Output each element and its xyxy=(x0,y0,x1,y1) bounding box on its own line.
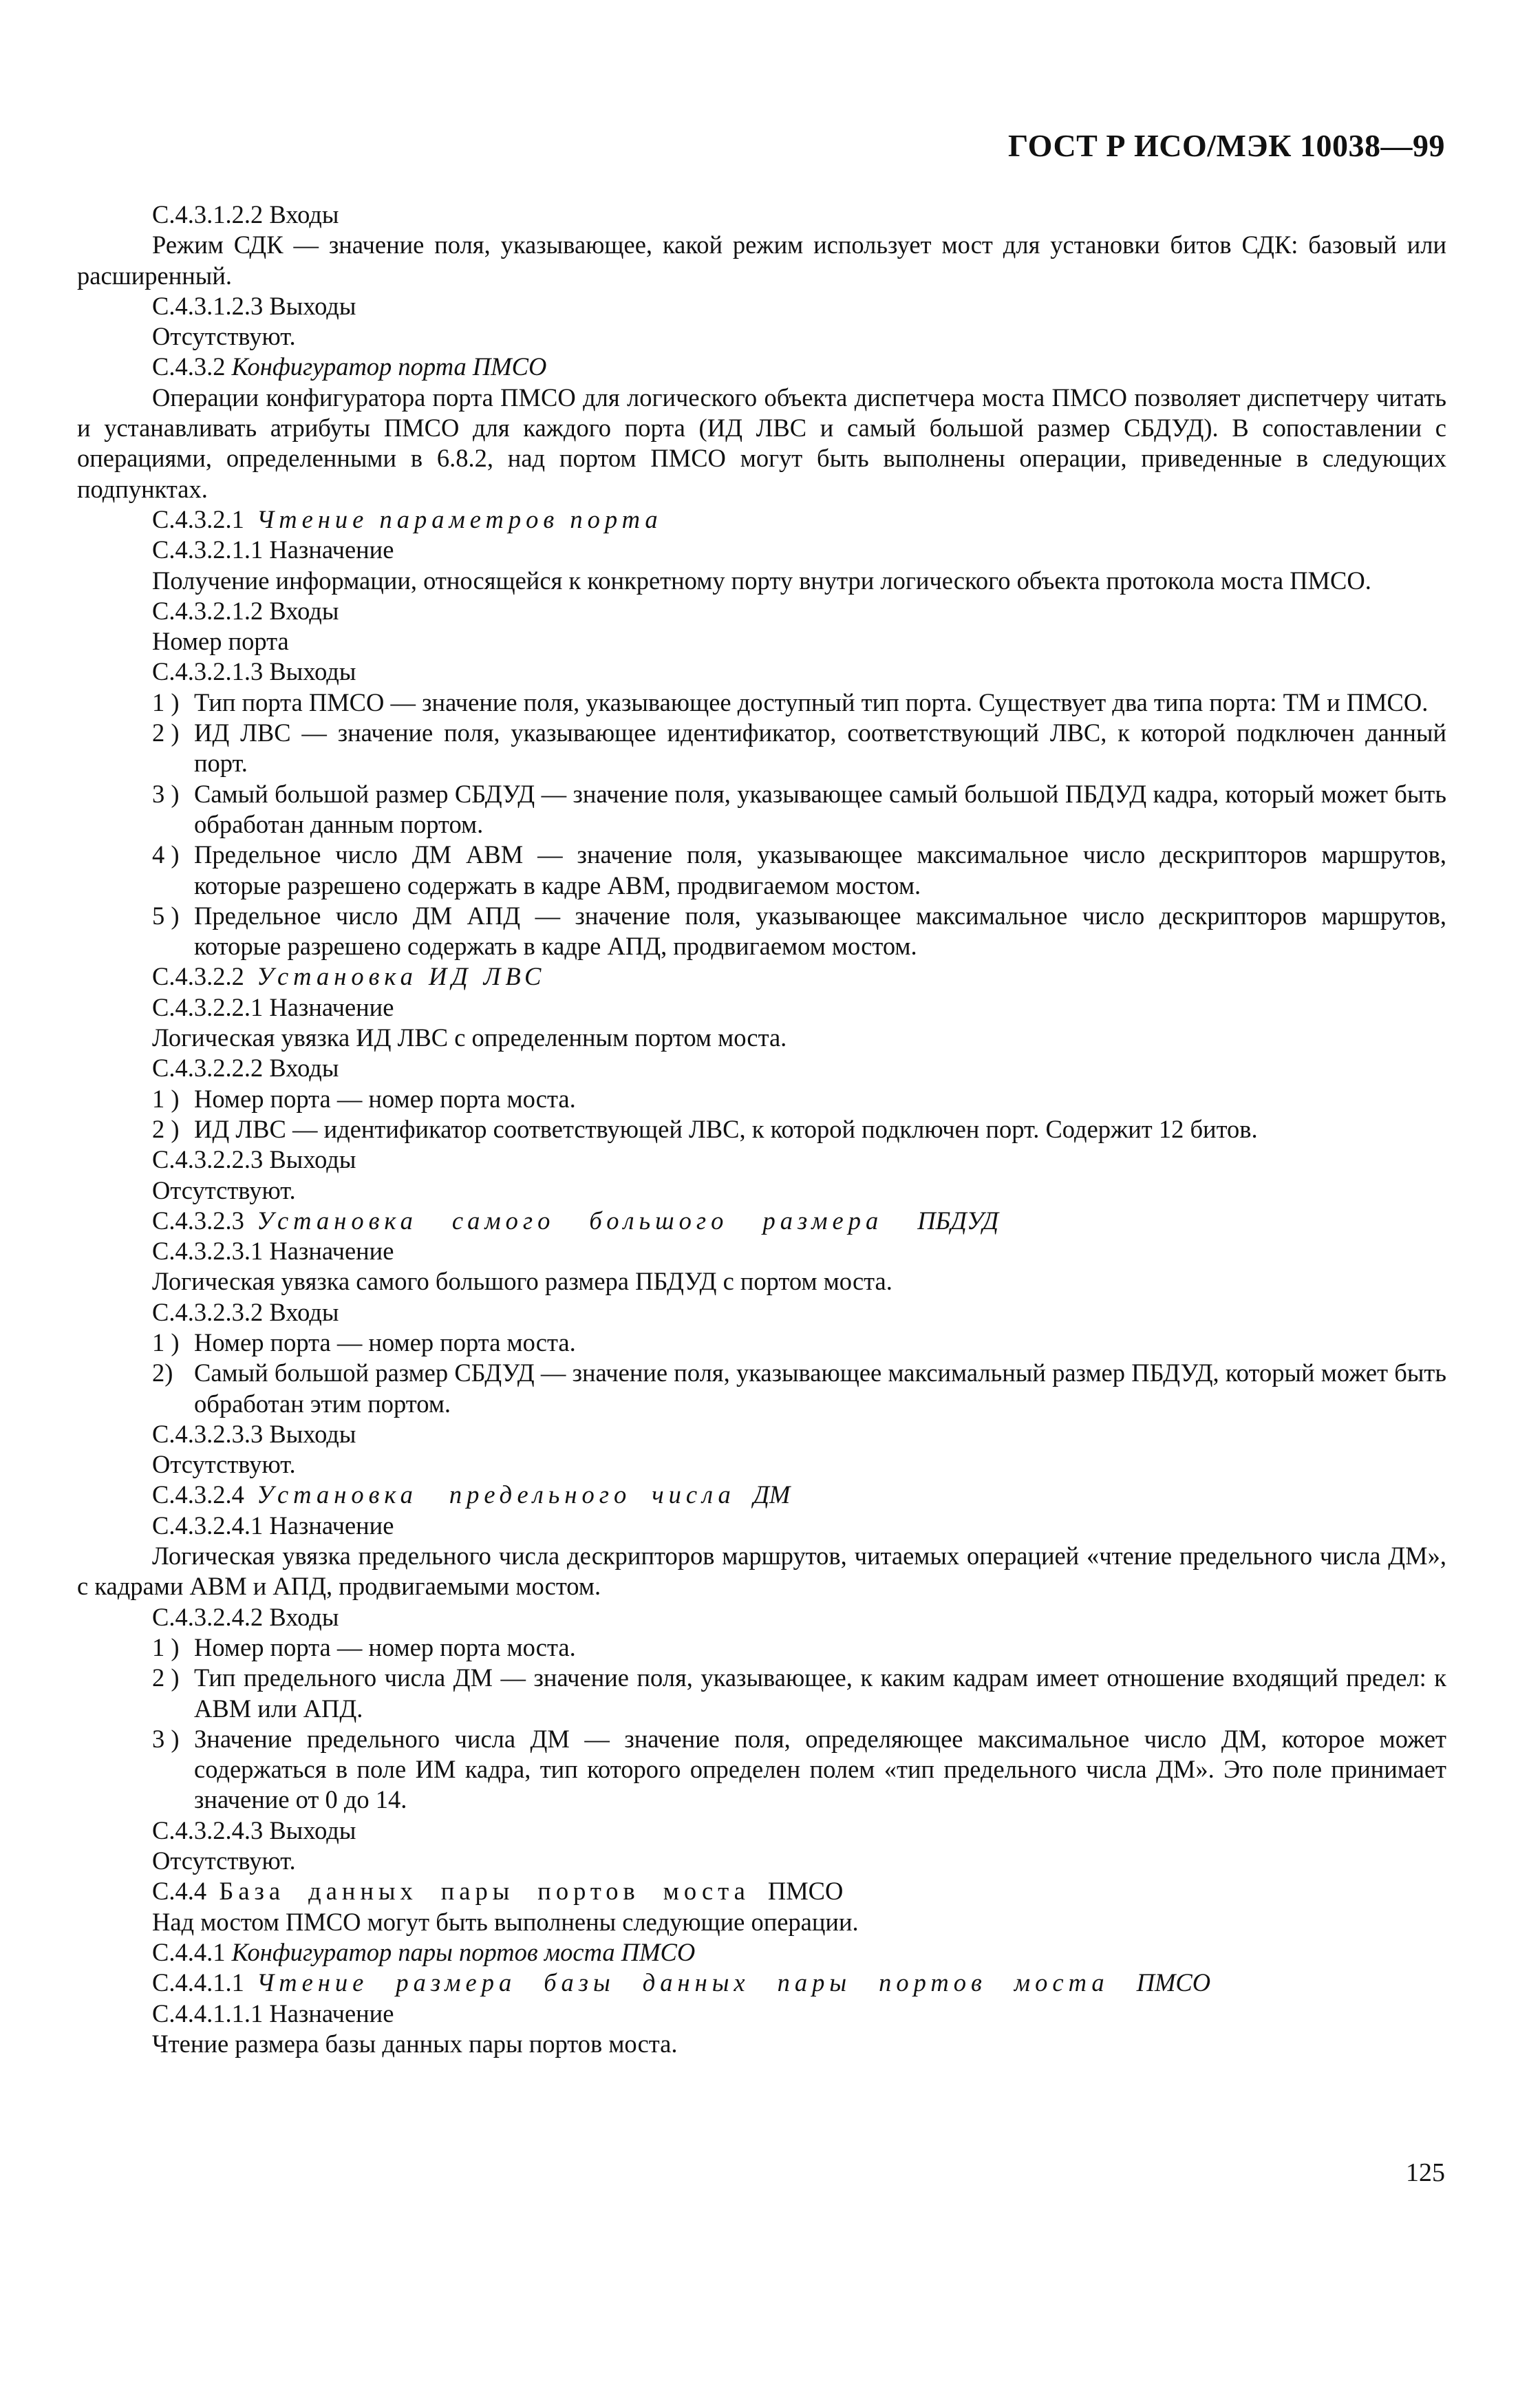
section-number: С.4.3.2.1 xyxy=(152,504,244,533)
clause-heading: С.4.3.2.3.3 Выходы xyxy=(152,1419,356,1448)
section-title-word: портов xyxy=(879,1968,987,1997)
section-title-word: большого xyxy=(589,1206,729,1235)
section-title-word: портов xyxy=(537,1877,640,1906)
section-title-word: размера xyxy=(762,1206,884,1235)
section-title-word: ПБДУД xyxy=(917,1206,999,1235)
list-text: ИД ЛВС — значение поля, указывающее идентификатор, соответствующий ЛВС, к которой подключен данный порт. xyxy=(194,719,1446,778)
paragraph: Логическая увязка предельного числа дескрипторов маршрутов, читаемых операцией «чтение предельного числа ДМ», с кадрами АВМ и АПД, продвигаемыми мостом. xyxy=(77,1542,1446,1601)
list-number: 1 ) xyxy=(152,1632,180,1661)
list-text: Значение предельного числа ДМ — значение поля, определяющее максимальное число ДМ, которое может содержаться в поле ИМ кадра, тип которого определен полем «тип предельного числа ДМ». Это поле принимает значение от 0 до 14. xyxy=(194,1724,1446,1814)
section-title-word: самого xyxy=(451,1206,555,1235)
paragraph: Чтение размера базы данных пары портов моста. xyxy=(152,2029,678,2058)
list-item xyxy=(77,1724,1446,1816)
list-item xyxy=(77,1358,1446,1419)
section-title-word: размера xyxy=(396,1968,517,1997)
paragraph: Логическая увязка самого большого размера ПБДУД с портом моста. xyxy=(152,1267,892,1296)
section-title-word: числа xyxy=(652,1480,736,1509)
list-item xyxy=(77,688,1446,718)
section-title-word: данных xyxy=(308,1877,418,1906)
section-title-word: ДМ xyxy=(753,1480,791,1509)
section-title: Конфигуратор порта ПМСО xyxy=(231,352,547,381)
list-number: 5 ) xyxy=(152,901,180,930)
list-number: 4 ) xyxy=(152,840,180,869)
list-number: 1 ) xyxy=(152,688,180,716)
list-text: Самый большой размер СБДУД — значение поля, указывающее максимальный размер ПБДУД, который может быть обработан этим портом. xyxy=(194,1359,1446,1418)
section-title: Чтение параметров порта xyxy=(257,504,663,533)
clause-heading: С.4.3.2.3.1 Назначение xyxy=(152,1237,394,1266)
document-body xyxy=(77,200,1446,2059)
list-text: Тип предельного числа ДМ — значение поля, указывающее, к каким кадрам имеет отношение входящий предел: к АВМ или АПД. xyxy=(194,1663,1446,1723)
list-item xyxy=(77,1114,1446,1145)
section-number: С.4.4.1.1 xyxy=(152,1968,244,1997)
list-text: Тип порта ПМСО — значение поля, указывающее доступный тип порта. Существует два типа порта: ТМ и ПМСО. xyxy=(194,688,1429,716)
list-item xyxy=(77,901,1446,962)
list-text: Номер порта — номер порта моста. xyxy=(194,1328,576,1356)
section-title-word: Чтение xyxy=(257,1968,369,1997)
section-number: С.4.4 xyxy=(152,1877,207,1906)
list-number: 2 ) xyxy=(152,1663,180,1692)
clause-heading: С.4.3.1.2.2 Входы xyxy=(152,200,339,228)
paragraph: Номер порта xyxy=(152,627,289,656)
list-number: 1 ) xyxy=(152,1084,180,1113)
paragraph: Над мостом ПМСО могут быть выполнены следующие операции. xyxy=(152,1907,859,1936)
list-item xyxy=(77,1328,1446,1358)
section-number: С.4.3.2.3 xyxy=(152,1206,244,1235)
section-title-word: моста xyxy=(1014,1968,1109,1997)
section-title-word: Установка xyxy=(257,1480,418,1509)
clause-heading: С.4.3.1.2.3 Выходы xyxy=(152,291,356,320)
list-text: Номер порта — номер порта моста. xyxy=(194,1632,576,1661)
list-item xyxy=(77,1663,1446,1724)
list-text: ИД ЛВС — идентификатор соответствующей ЛВС, к которой подключен порт. Содержит 12 битов. xyxy=(194,1114,1258,1143)
clause-heading: С.4.3.2.2.1 Назначение xyxy=(152,992,394,1021)
standard-header: ГОСТ Р ИСО/МЭК 10038—99 xyxy=(1008,128,1445,163)
section-title: Установка ИД ЛВС xyxy=(257,962,546,991)
section-title-word: данных xyxy=(642,1968,750,1997)
page-number: 125 xyxy=(1406,2158,1445,2187)
section-title-word: базы xyxy=(544,1968,615,1997)
section-number: С.4.3.2.2 xyxy=(152,962,244,991)
section-number: С.4.3.2 xyxy=(152,352,226,381)
section-title-word: предельного xyxy=(449,1480,632,1509)
paragraph: Отсутствуют. xyxy=(152,1175,296,1204)
clause-heading: С.4.3.2.3.2 Входы xyxy=(152,1297,339,1326)
clause-heading: С.4.3.2.2.2 Входы xyxy=(152,1054,339,1083)
clause-heading: С.4.3.2.1.2 Входы xyxy=(152,596,339,625)
paragraph: Отсутствуют. xyxy=(152,1846,296,1875)
paragraph: Режим СДК — значение поля, указывающее, какой режим использует мост для установки битов СДК: базовый или расширенный. xyxy=(77,231,1446,290)
list-item xyxy=(77,840,1446,901)
section-title-word: ПМСО xyxy=(767,1877,844,1906)
section-heading xyxy=(77,961,1446,992)
list-number: 2 ) xyxy=(152,1114,180,1143)
list-number: 2 ) xyxy=(152,719,180,747)
section-heading xyxy=(77,1480,1446,1510)
list-text: Предельное число ДМ АВМ — значение поля, указывающее максимальное число дескрипторов маршрутов, которые разрешено содержать в кадре АВМ, продвигаемом мостом. xyxy=(194,840,1446,900)
list-number: 2) xyxy=(152,1359,173,1387)
section-title-word: пары xyxy=(440,1877,515,1906)
section-number: С.4.4.1 xyxy=(152,1937,226,1966)
list-text: Предельное число ДМ АПД — значение поля, указывающее максимальное число дескрипторов маршрутов, которые разрешено содержать в кадре АПД, продвигаемом мостом. xyxy=(194,901,1446,961)
section-number: С.4.3.2.4 xyxy=(152,1480,244,1509)
list-number: 3 ) xyxy=(152,779,180,808)
clause-heading: С.4.3.2.4.3 Выходы xyxy=(152,1816,356,1844)
section-title-word: ПМСО xyxy=(1136,1968,1211,1997)
section-title-word: База xyxy=(219,1877,286,1906)
section-title: Конфигуратор пары портов моста ПМСО xyxy=(231,1937,696,1966)
list-item xyxy=(77,779,1446,840)
section-title-word: пары xyxy=(777,1968,852,1997)
clause-heading: С.4.3.2.2.3 Выходы xyxy=(152,1145,356,1174)
clause-heading: С.4.3.2.4.1 Назначение xyxy=(152,1511,394,1540)
list-number: 3 ) xyxy=(152,1724,180,1753)
paragraph: Логическая увязка ИД ЛВС с определенным портом моста. xyxy=(152,1023,787,1052)
paragraph: Получение информации, относящейся к конкретному порту внутри логического объекта протокола моста ПМСО. xyxy=(152,566,1371,595)
list-item xyxy=(77,1632,1446,1663)
section-heading xyxy=(77,1876,1446,1906)
section-heading xyxy=(77,1937,1446,1968)
paragraph: Операции конфигуратора порта ПМСО для логического объекта диспетчера моста ПМСО позволяет диспетчеру читать и устанавливать атрибуты ПМСО для каждого порта (ИД ЛВС и самый большой размер СБДУД). В сопоставлении с операциями, определенными в 6.8.2, над портом ПМСО могут быть выполнены операции, приведенные в следующих подпунктах. xyxy=(77,383,1446,503)
list-number: 1 ) xyxy=(152,1328,180,1356)
list-item xyxy=(77,718,1446,779)
clause-heading: С.4.4.1.1.1 Назначение xyxy=(152,1999,394,2028)
paragraph: Отсутствуют. xyxy=(152,1450,296,1479)
section-heading xyxy=(77,504,1446,535)
list-text: Самый большой размер СБДУД — значение поля, указывающее самый большой ПБДУД кадра, который может быть обработан данным портом. xyxy=(194,779,1446,838)
clause-heading: С.4.3.2.1.3 Выходы xyxy=(152,657,356,686)
section-title-word: Установка xyxy=(257,1206,418,1235)
section-heading xyxy=(77,352,1446,382)
section-heading xyxy=(77,1968,1446,1998)
list-text: Номер порта — номер порта моста. xyxy=(194,1084,576,1113)
list-item xyxy=(77,1084,1446,1114)
section-heading xyxy=(77,1206,1446,1236)
clause-heading: С.4.3.2.1.1 Назначение xyxy=(152,535,394,564)
paragraph: Отсутствуют. xyxy=(152,322,296,351)
section-title-word: моста xyxy=(663,1877,750,1906)
clause-heading: С.4.3.2.4.2 Входы xyxy=(152,1602,339,1631)
